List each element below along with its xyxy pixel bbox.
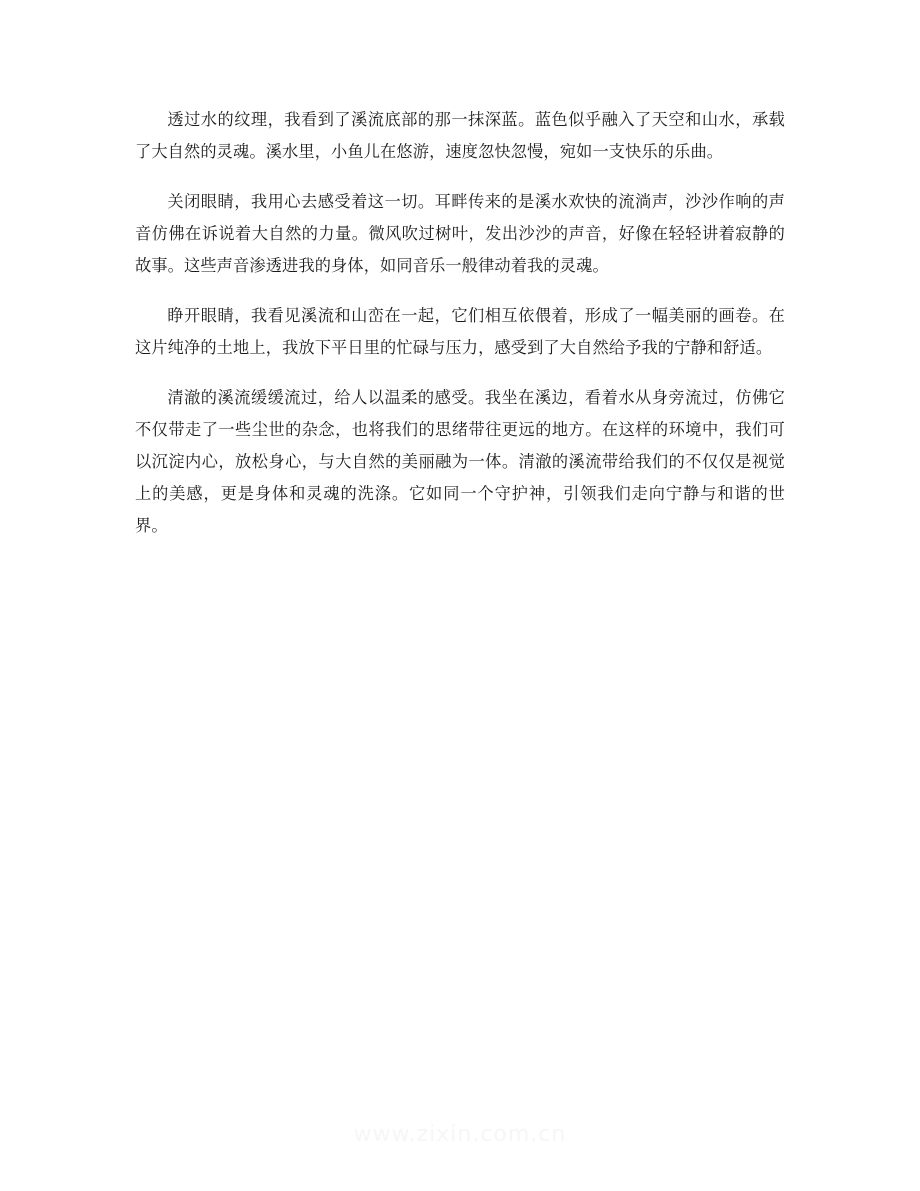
paragraph-3: 睁开眼睛，我看见溪流和山峦在一起，它们相互依偎着，形成了一幅美丽的画卷。在这片纯净的土地上，我放下平日里的忙碌与压力，感受到了大自然给予我的宁静和舒适。	[135, 306, 785, 357]
paragraph-1: 透过水的纹理，我看到了溪流底部的那一抹深蓝。蓝色似乎融入了天空和山水，承载了大自然的灵魂。溪水里，小鱼儿在悠游，速度忽快忽慢，宛如一支快乐的乐曲。	[135, 110, 785, 161]
document-body	[135, 104, 785, 560]
watermark: www.zixin.com.cn	[353, 1122, 567, 1147]
paragraph-2: 关闭眼睛，我用心去感受着这一切。耳畔传来的是溪水欢快的流淌声，沙沙作响的声音仿佛在诉说着大自然的力量。微风吹过树叶，发出沙沙的声音，好像在轻轻讲着寂静的故事。这些声音渗透进我的身体，如同音乐一般律动着我的灵魂。	[135, 192, 785, 275]
paragraph-4: 清澈的溪流缓缓流过，给人以温柔的感受。我坐在溪边，看着水从身旁流过，仿佛它不仅带走了一些尘世的杂念，也将我们的思绪带往更远的地方。在这样的环境中，我们可以沉淀内心，放松身心，与大自然的美丽融为一体。清澈的溪流带给我们的不仅仅是视觉上的美感，更是身体和灵魂的洗涤。它如同一个守护神，引领我们走向宁静与和谐的世界。	[135, 388, 785, 535]
